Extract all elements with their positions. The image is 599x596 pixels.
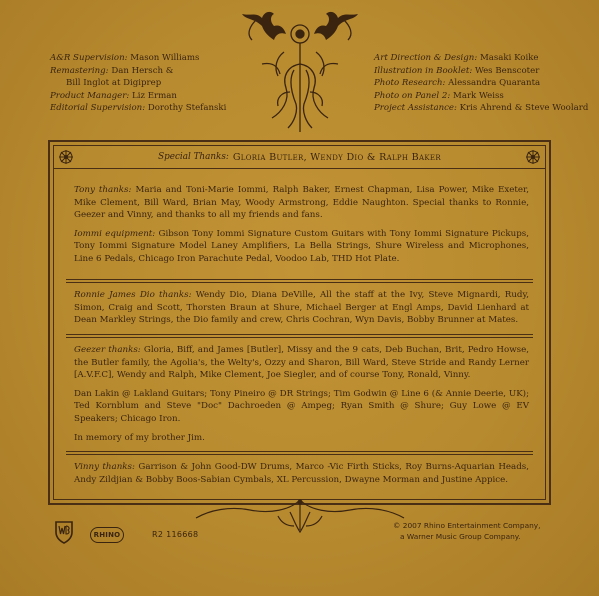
vinny-thanks: Vinny thanks: Garrison & John Good-DW Drums, Marco -Vic Firth Sticks, Roy Burns-Aquarian Heads, Andy Zildjian & Bobby Boos-Sabian Cymbals, XL Percussion, Dwayne Morman and Justine Appice. [74,462,530,485]
dragon-ornament-icon [232,4,368,136]
ronnie-thanks-section [74,289,529,333]
ronnie-thanks: Ronnie James Dio thanks: Wendy Dio, Diana DeVille, All the staff at the Ivy, Steve Mignardi, Rudy, Simon, Craig and Scott, Thorsten Braun at Shure, Michael Berger at Engl Amps, David Lienhard at Dean Markley Strings, the Dio family and crew, Chris Cochran, Wyn Davis, Bobby Brunner at Mates. [74,290,530,326]
tony-thanks-section [74,184,529,272]
star-ornament-icon [525,149,541,165]
geezer-thanks-section [74,344,529,450]
credits-left [50,52,226,115]
iommi-equipment: Iommi equipment: Gibson Tony Iommi Signature Custom Guitars with Tony Iommi Signature Pickups, Tony Iommi Signature Model Laney Amplifiers, La Bella Strings, Shure Wireless and Microphones, Line 6 Pedals, Chicago Iron Parachute Pedal, Voodoo Lab, THD Hot Plate. [74,228,529,264]
special-thanks-label: Special Thanks: [158,152,229,162]
vinny-thanks-section [74,461,529,492]
credits-right [374,52,588,115]
copyright-notice: © 2007 Rhino Entertainment Company, a Warner Music Group Company. [393,521,541,541]
catalog-number: R2 116668 [152,530,199,539]
wb-shield-logo-icon [54,520,74,544]
section-divider [66,279,533,280]
section-divider [66,451,533,452]
credit-row: Art Direction & Design: Masaki Koike [374,53,539,63]
tony-thanks: Tony thanks: Maria and Toni-Marie Iommi, Ralph Baker, Ernest Chapman, Lisa Power, Mike Exeter, Mike Clement, Bill Ward, Brian May, Woody Armstrong, Eddie Naughton. Special thanks to Ronnie, Geezer and Vinny, and thanks to all my friends and fans. [74,185,529,221]
credit-row: Editorial Supervision: Dorothy Stefanski [50,103,227,114]
geezer-thanks: Geezer thanks: Gloria, Biff, and James [Butler], Missy and the 9 cats, Deb Buchan, Brit, Pedro Howse, the Butler family, the Agolia's, the Welty's, Ozzy and Sharon, Bill Ward, Steve Stride and Randy Lerner [A.V.F.C], Wendy and Ralph, Mike Clement, Joe Siegler, and of course Tony, Ronald, Vinny. [74,345,529,381]
credit-row: A&R Supervision: Mason Williams [50,53,200,63]
credit-row: Photo on Panel 2: Mark Weiss [374,90,504,101]
rhino-logo: RHINO [90,527,124,543]
credit-row: Product Manager: Liz Erman [50,90,177,101]
geezer-equipment: Dan Lakin @ Lakland Guitars; Tony Pineiro @ DR Strings; Tim Godwin @ Line 6 (& Annie Deerie, UK); Ted Kornblum and Steve "Doc" Dachroeden @ Ampeg; Ryan Smith @ Shure; Guy Lowe @ EV Speakers; Chicago Iron. [74,388,529,424]
credit-row: Bill Inglot at Digiprep [66,78,162,89]
credit-row: Project Assistance: Kris Ahrend & Steve Woolard [374,103,589,114]
credit-row: Remastering: Dan Hersch & [50,65,174,76]
credit-row: Photo Research: Alessandra Quaranta [374,78,541,89]
special-thanks-names: Gloria Butler, Wendy Dio & Ralph Baker [232,151,441,163]
bottom-flourish-icon [190,496,410,536]
memory-note: In memory of my brother Jim. [74,432,205,443]
section-divider [66,334,533,335]
credit-row: Illustration in Booklet: Wes Benscoter [374,65,540,76]
thanks-panel-inner [53,145,546,500]
star-ornament-icon [58,149,74,165]
special-thanks-header [54,146,545,169]
thanks-panel [48,140,551,505]
